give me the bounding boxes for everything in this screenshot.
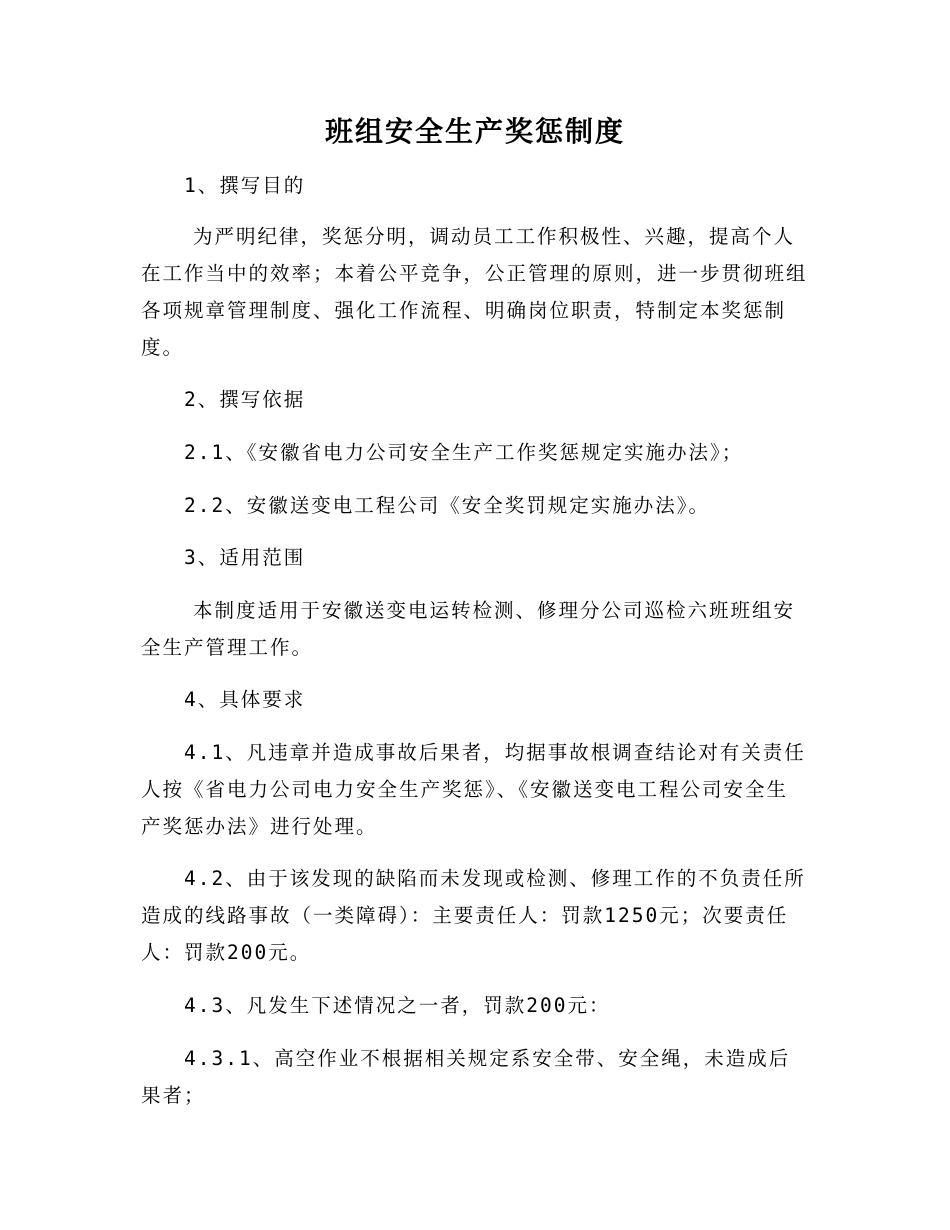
document-title: 班组安全生产奖惩制度 bbox=[324, 115, 625, 148]
paragraph-scope-body: 本制度适用于安徽送变电运转检测、修理分公司巡检六班班组安全生产管理工作。 bbox=[141, 599, 796, 659]
paragraph-basis-2-1: 2.1、《安徽省电力公司安全生产工作奖惩规定实施办法》； bbox=[184, 441, 744, 464]
section-heading-scope: 3、适用范围 bbox=[184, 546, 306, 569]
section-heading-requirements: 4、具体要求 bbox=[184, 688, 306, 711]
paragraph-requirement-4-2: 4.2、由于该发现的缺陷而未发现或检测、修理工作的不负责任所造成的线路事故（一类障碍）：主要责任人：罚款1250元；次要责任人：罚款200元。 bbox=[141, 867, 806, 964]
paragraph-requirement-4-1: 4.1、凡违章并造成事故后果者，均据事故根调查结论对有关责任人按《省电力公司电力安全生产奖惩》、《安徽送变电工程公司安全生产奖惩办法》进行处理。 bbox=[141, 741, 806, 838]
section-heading-purpose: 1、撰写目的 bbox=[184, 174, 306, 197]
paragraph-requirement-4-3: 4.3、凡发生下述情况之一者，罚款200元： bbox=[184, 994, 611, 1017]
section-heading-basis: 2、撰写依据 bbox=[184, 388, 306, 411]
paragraph-basis-2-2: 2.2、安徽送变电工程公司《安全奖罚规定实施办法》。 bbox=[184, 494, 710, 517]
paragraph-requirement-4-3-1: 4.3.1、高空作业不根据相关规定系安全带、安全绳，未造成后果者； bbox=[141, 1047, 791, 1107]
paragraph-purpose-body: 为严明纪律，奖惩分明，调动员工工作积极性、兴趣，提高个人在工作当中的效率；本着公平竞争，公正管理的原则，进一步贯彻班组各项规章管理制度、强化工作流程、明确岗位职责，特制定本奖惩制度。 bbox=[141, 225, 808, 359]
